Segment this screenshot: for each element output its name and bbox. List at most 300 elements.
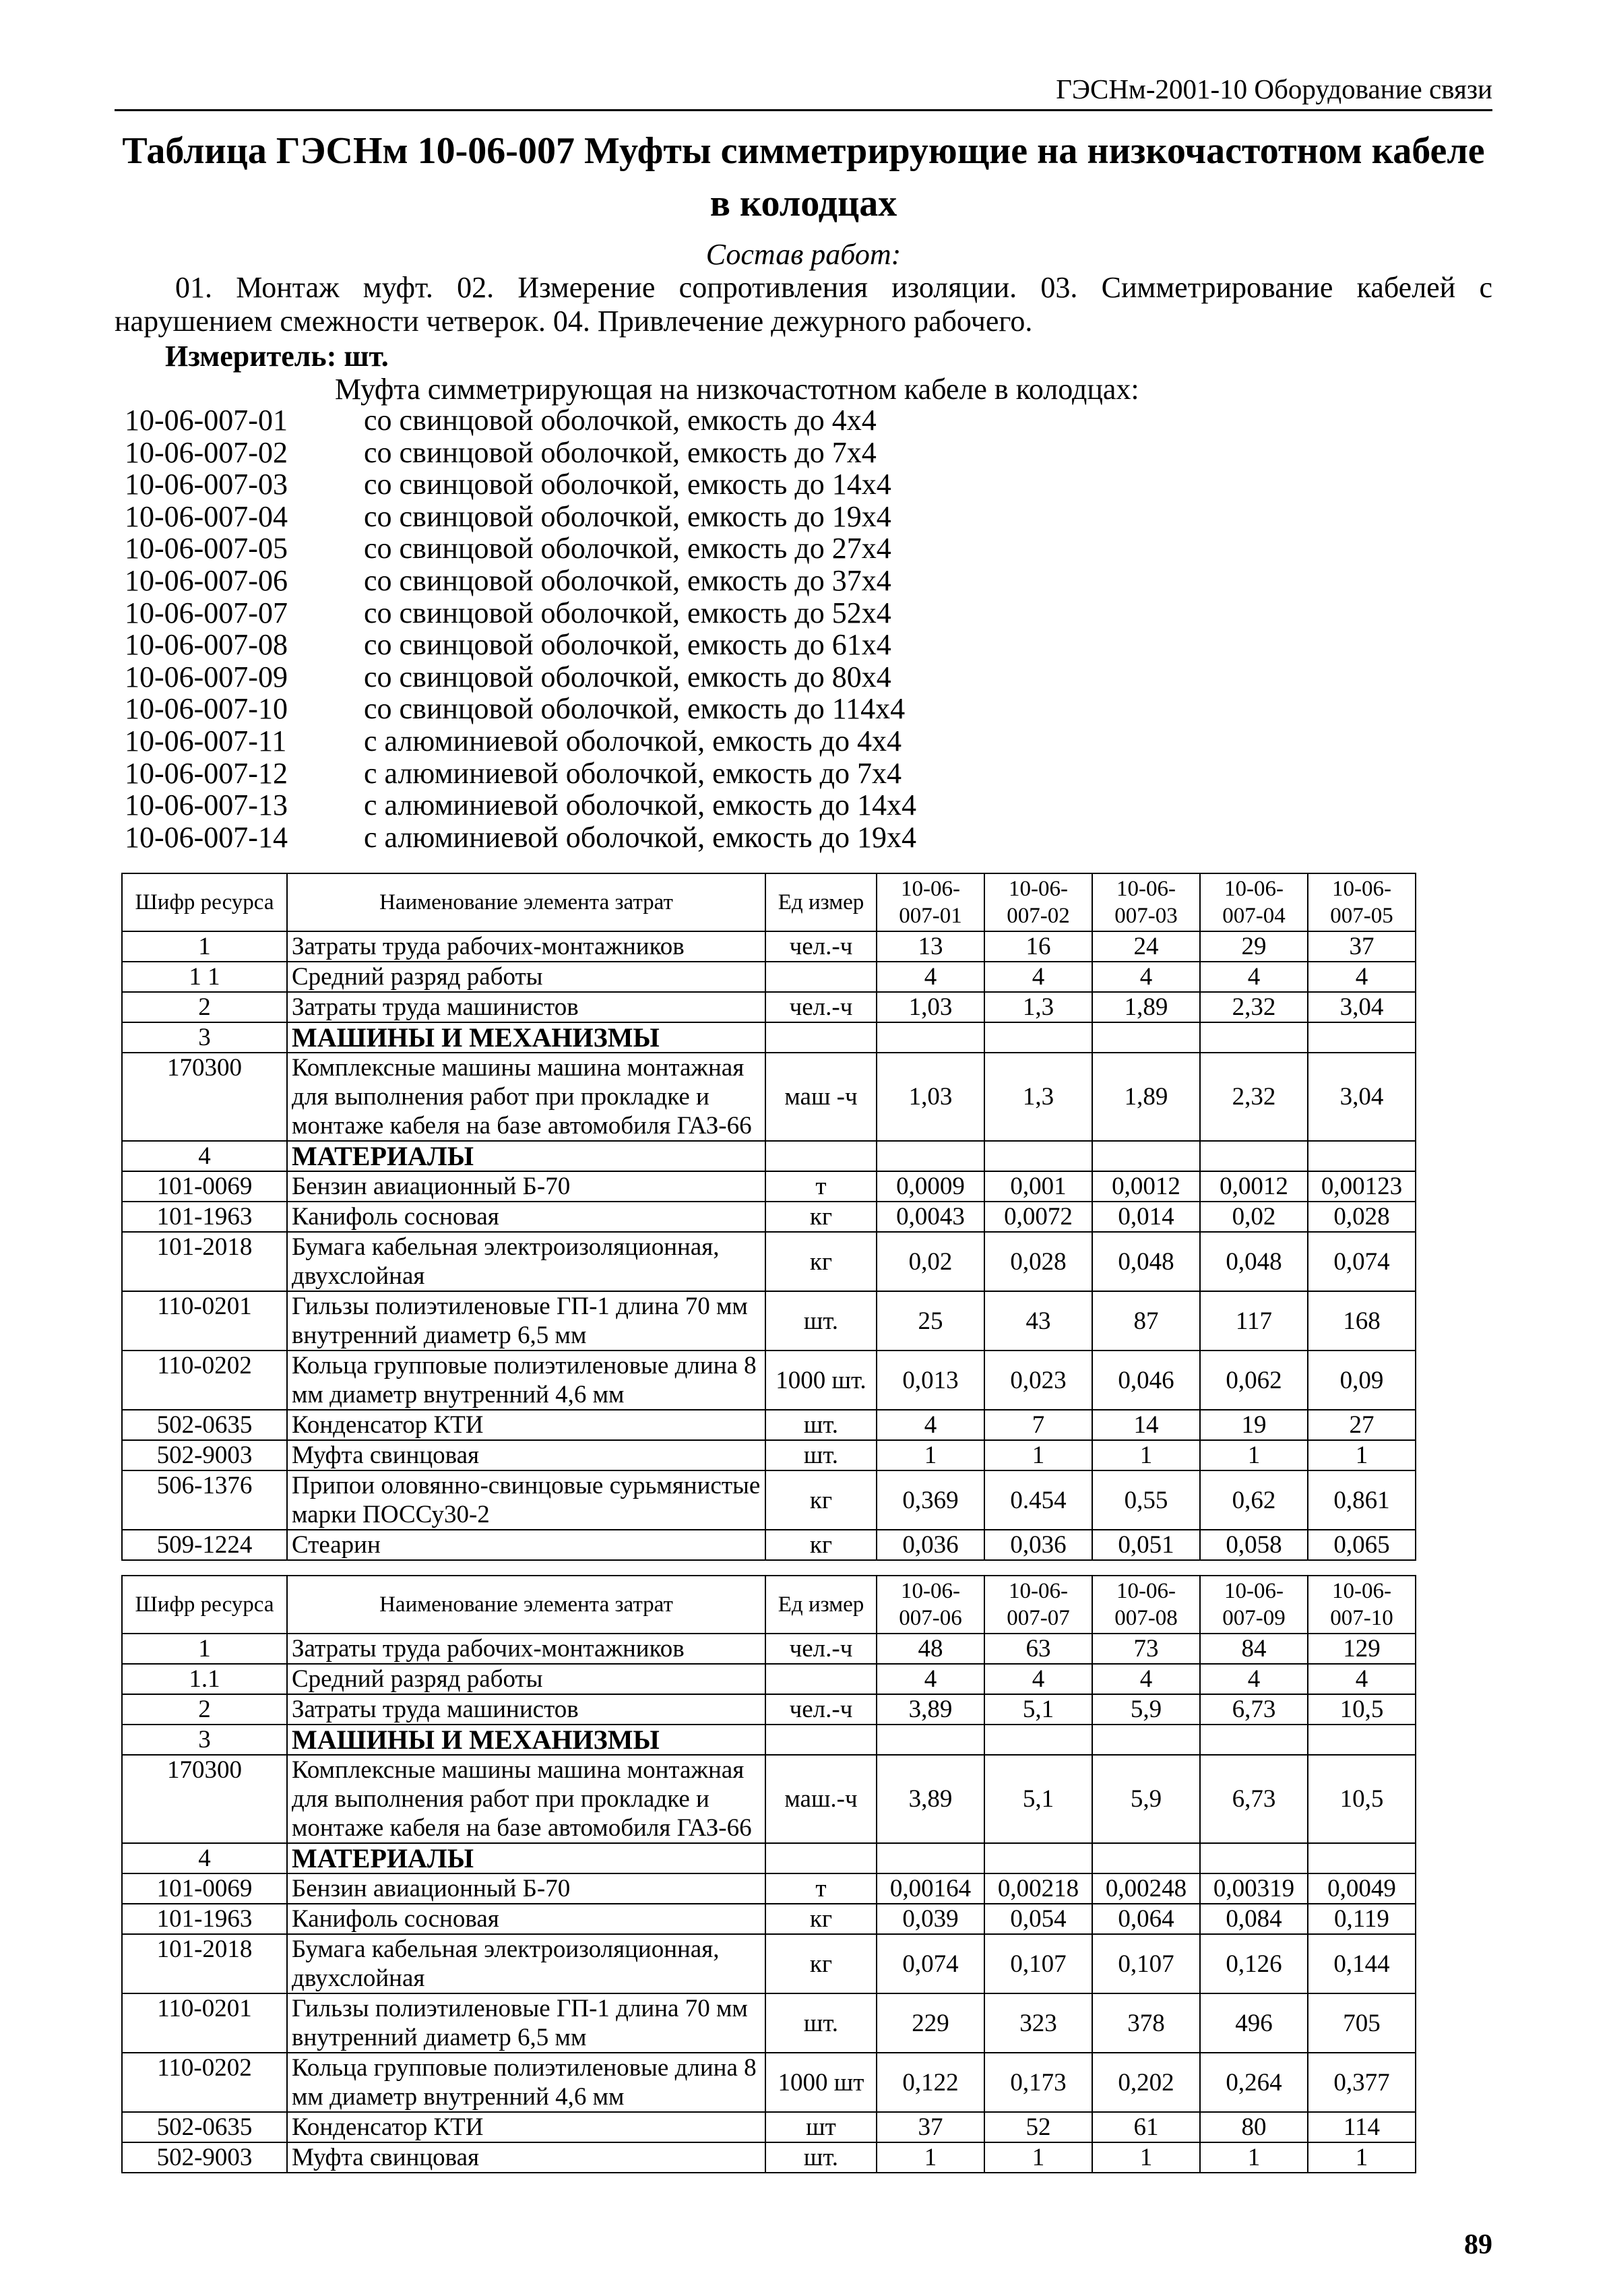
unit-cell: маш.-ч <box>765 1755 877 1843</box>
value-cell: 5,1 <box>984 1755 1092 1843</box>
value-cell: 4 <box>1308 962 1416 992</box>
norm-code-line1: 10-06- <box>1224 1579 1284 1603</box>
value-cell: 1,03 <box>877 992 984 1022</box>
cost-element-name: Конденсатор КТИ <box>287 2112 765 2142</box>
norm-code-line1: 10-06- <box>1332 877 1391 901</box>
resource-code: 110-0201 <box>122 1993 287 2053</box>
header-norm-code <box>877 873 984 931</box>
code-list-item <box>125 501 916 533</box>
norm-code-line1: 10-06- <box>1332 1579 1391 1603</box>
code-id: 10-06-007-09 <box>125 660 288 693</box>
unit-cell: кг <box>765 1530 877 1560</box>
unit-cell: шт. <box>765 1291 877 1351</box>
value-cell: 87 <box>1092 1291 1200 1351</box>
code-list-item <box>125 565 916 597</box>
norm-code-line1: 10-06- <box>1009 877 1068 901</box>
value-cell: 4 <box>877 1664 984 1694</box>
value-cell: 4 <box>1308 1664 1416 1694</box>
value-cell: 1,03 <box>877 1053 984 1141</box>
value-cell: 0,122 <box>877 2053 984 2112</box>
cost-element-name: Гильзы полиэтиленовые ГП-1 длина 70 мм внутренний диаметр 6,5 мм <box>287 1291 765 1351</box>
code-list-item <box>125 532 916 565</box>
value-cell: 1 <box>1200 1440 1308 1470</box>
value-cell: 6,73 <box>1200 1694 1308 1725</box>
cost-element-name: МАШИНЫ И МЕХАНИЗМЫ <box>287 1022 765 1053</box>
resource-code: 1.1 <box>122 1664 287 1694</box>
value-cell: 0,107 <box>1092 1934 1200 1993</box>
code-id: 10-06-007-14 <box>125 820 288 854</box>
resource-code: 1 <box>122 931 287 962</box>
value-cell: 0,036 <box>984 1530 1092 1560</box>
value-cell: 84 <box>1200 1634 1308 1664</box>
value-cell <box>877 1141 984 1171</box>
cost-element-name: Припои оловянно-свинцовые сурьмянистые марки ПОССу30-2 <box>287 1470 765 1530</box>
resource-code: 1 <box>122 1634 287 1664</box>
cost-element-name: Затраты труда машинистов <box>287 1694 765 1725</box>
cost-element-name: Средний разряд работы <box>287 962 765 992</box>
norm-code-line2: 007-04 <box>1222 904 1286 928</box>
value-cell: 61 <box>1092 2112 1200 2142</box>
unit-cell: шт. <box>765 1993 877 2053</box>
code-text: со свинцовой оболочкой, емкость до 61x4 <box>364 628 891 662</box>
unit-cell: чел.-ч <box>765 1694 877 1725</box>
value-cell: 1,89 <box>1092 1053 1200 1141</box>
unit-cell: кг <box>765 1904 877 1934</box>
page-title: Таблица ГЭСНм 10-06-007 Муфты симметрирующие на низкочастотном кабеле в колодцах <box>122 130 1485 224</box>
value-cell: 2,32 <box>1200 992 1308 1022</box>
table-row <box>122 1470 1416 1530</box>
unit-cell: чел.-ч <box>765 931 877 962</box>
value-cell <box>877 1022 984 1053</box>
resource-code: 110-0202 <box>122 1351 287 1410</box>
value-cell <box>1092 1022 1200 1053</box>
value-cell: 0,09 <box>1308 1351 1416 1410</box>
value-cell: 0,126 <box>1200 1934 1308 1993</box>
table-row <box>122 962 1416 992</box>
value-cell: 3,04 <box>1308 992 1416 1022</box>
table-row <box>122 1232 1416 1291</box>
norm-code-line2: 007-03 <box>1114 904 1178 928</box>
cost-element-name: МАШИНЫ И МЕХАНИЗМЫ <box>287 1725 765 1755</box>
table-row <box>122 1053 1416 1141</box>
table-row <box>122 1904 1416 1934</box>
value-cell: 0,001 <box>984 1171 1092 1202</box>
norm-code-line1: 10-06- <box>901 1579 960 1603</box>
table-row <box>122 2142 1416 2173</box>
page-number: 89 <box>1464 2229 1492 2260</box>
header-unit: Ед измер <box>765 873 877 931</box>
value-cell: 0,264 <box>1200 2053 1308 2112</box>
value-cell: 1 <box>1308 1440 1416 1470</box>
value-cell: 0,064 <box>1092 1904 1200 1934</box>
value-cell: 0,074 <box>1308 1232 1416 1291</box>
code-id: 10-06-007-03 <box>125 468 288 501</box>
code-id: 10-06-007-04 <box>125 499 288 533</box>
code-list-item <box>125 693 916 725</box>
table-row <box>122 931 1416 962</box>
resource-code: 101-1963 <box>122 1904 287 1934</box>
value-cell: 129 <box>1308 1634 1416 1664</box>
code-list-item <box>125 789 916 821</box>
code-list-item <box>125 404 916 437</box>
value-cell: 0,00248 <box>1092 1873 1200 1904</box>
resource-code: 502-0635 <box>122 2112 287 2142</box>
unit-cell: т <box>765 1873 877 1904</box>
unit-cell <box>765 962 877 992</box>
value-cell: 1 <box>1308 2142 1416 2173</box>
cost-element-name: Гильзы полиэтиленовые ГП-1 длина 70 мм внутренний диаметр 6,5 мм <box>287 1993 765 2053</box>
cost-element-name: Канифоль сосновая <box>287 1202 765 1232</box>
unit-cell <box>765 1843 877 1873</box>
value-cell: 0,119 <box>1308 1904 1416 1934</box>
value-cell: 1 <box>1092 1440 1200 1470</box>
value-cell: 3,89 <box>877 1694 984 1725</box>
value-cell <box>1092 1843 1200 1873</box>
code-id: 10-06-007-08 <box>125 628 288 662</box>
resource-code: 170300 <box>122 1053 287 1141</box>
unit-cell: шт. <box>765 1440 877 1470</box>
value-cell: 0,065 <box>1308 1530 1416 1560</box>
code-id: 10-06-007-12 <box>125 756 288 790</box>
value-cell: 0,377 <box>1308 2053 1416 2112</box>
value-cell: 496 <box>1200 1993 1308 2053</box>
code-text: со свинцовой оболочкой, емкость до 14x4 <box>364 468 891 501</box>
unit-cell <box>765 1022 877 1053</box>
resource-code: 506-1376 <box>122 1470 287 1530</box>
table-row <box>122 1530 1416 1560</box>
value-cell: 0,0012 <box>1092 1171 1200 1202</box>
value-cell: 19 <box>1200 1410 1308 1440</box>
table-row <box>122 1202 1416 1232</box>
value-cell: 4 <box>984 962 1092 992</box>
resource-code: 110-0202 <box>122 2053 287 2112</box>
value-cell: 0,00123 <box>1308 1171 1416 1202</box>
resource-table-2 <box>121 1575 1416 2173</box>
value-cell: 0,02 <box>877 1232 984 1291</box>
value-cell: 0,00218 <box>984 1873 1092 1904</box>
value-cell: 5,1 <box>984 1694 1092 1725</box>
value-cell: 0,107 <box>984 1934 1092 1993</box>
unit-cell <box>765 1664 877 1694</box>
norm-code-line1: 10-06- <box>1116 877 1176 901</box>
value-cell: 4 <box>984 1664 1092 1694</box>
code-text: со свинцовой оболочкой, емкость до 19x4 <box>364 499 891 533</box>
norm-code-line2: 007-05 <box>1330 904 1393 928</box>
header-resource-code: Шифр ресурса <box>122 1576 287 1634</box>
table-row <box>122 1171 1416 1202</box>
resource-code: 101-2018 <box>122 1934 287 1993</box>
value-cell <box>1092 1141 1200 1171</box>
unit-cell: 1000 шт <box>765 2053 877 2112</box>
resource-code: 101-0069 <box>122 1873 287 1904</box>
table-row <box>122 1440 1416 1470</box>
unit-cell: шт <box>765 2112 877 2142</box>
value-cell <box>984 1725 1092 1755</box>
value-cell <box>984 1141 1092 1171</box>
code-text: с алюминиевой оболочкой, емкость до 4x4 <box>364 724 902 757</box>
value-cell: 323 <box>984 1993 1092 2053</box>
value-cell: 25 <box>877 1291 984 1351</box>
resource-code: 101-0069 <box>122 1171 287 1202</box>
value-cell: 5,9 <box>1092 1694 1200 1725</box>
value-cell: 4 <box>877 962 984 992</box>
code-id: 10-06-007-01 <box>125 404 288 437</box>
value-cell <box>1308 1141 1416 1171</box>
value-cell: 4 <box>1092 962 1200 992</box>
code-text: со свинцовой оболочкой, емкость до 80x4 <box>364 660 891 693</box>
value-cell <box>1308 1725 1416 1755</box>
section-row <box>122 1141 1416 1171</box>
resource-table-1 <box>121 873 1416 1561</box>
resource-code: 1 1 <box>122 962 287 992</box>
resource-code: 3 <box>122 1725 287 1755</box>
value-cell: 5,9 <box>1092 1755 1200 1843</box>
cost-element-name: Комплексные машины машина монтажная для выполнения работ при прокладке и монтаже кабеля на базе автомобиля ГАЗ-66 <box>287 1053 765 1141</box>
value-cell: 0,0072 <box>984 1202 1092 1232</box>
value-cell: 27 <box>1308 1410 1416 1440</box>
code-text: с алюминиевой оболочкой, емкость до 19x4 <box>364 820 916 854</box>
value-cell: 0,62 <box>1200 1470 1308 1530</box>
value-cell: 0,023 <box>984 1351 1092 1410</box>
code-text: со свинцовой оболочкой, емкость до 114x4 <box>364 692 906 726</box>
value-cell: 0,028 <box>984 1232 1092 1291</box>
section-row <box>122 1725 1416 1755</box>
measure-unit: Измеритель: шт. <box>165 340 389 373</box>
value-cell: 13 <box>877 931 984 962</box>
code-text: с алюминиевой оболочкой, емкость до 14x4 <box>364 788 916 822</box>
norm-code-line2: 007-09 <box>1222 1606 1286 1630</box>
unit-cell: чел.-ч <box>765 992 877 1022</box>
value-cell: 1 <box>984 2142 1092 2173</box>
resource-code: 3 <box>122 1022 287 1053</box>
cost-element-name: Муфта свинцовая <box>287 2142 765 2173</box>
unit-cell <box>765 1725 877 1755</box>
cost-element-name: Затраты труда рабочих-монтажников <box>287 1634 765 1664</box>
code-id: 10-06-007-13 <box>125 788 288 822</box>
value-cell: 29 <box>1200 931 1308 962</box>
value-cell <box>1092 1725 1200 1755</box>
code-text: с алюминиевой оболочкой, емкость до 7x4 <box>364 756 902 790</box>
value-cell <box>1308 1022 1416 1053</box>
value-cell: 0,0009 <box>877 1171 984 1202</box>
code-id: 10-06-007-10 <box>125 692 288 726</box>
value-cell: 0,046 <box>1092 1351 1200 1410</box>
table-row <box>122 992 1416 1022</box>
header-text: ГЭСНм-2001-10 Оборудование связи <box>1056 73 1492 104</box>
code-id: 10-06-007-05 <box>125 532 288 565</box>
value-cell: 0,084 <box>1200 1904 1308 1934</box>
unit-cell: кг <box>765 1934 877 1993</box>
norm-code-line2: 007-02 <box>1007 904 1070 928</box>
section-row <box>122 1843 1416 1873</box>
work-description: 01. Монтаж муфт. 02. Измерение сопротивления изоляции. 03. Симметрирование кабелей с нарушением смежности четверок. 04. Привлечение дежурного рабочего. <box>115 271 1492 338</box>
value-cell: 0,054 <box>984 1904 1092 1934</box>
unit-cell: маш -ч <box>765 1053 877 1141</box>
value-cell: 37 <box>1308 931 1416 962</box>
cost-element-name: Бензин авиационный Б-70 <box>287 1873 765 1904</box>
code-list-item <box>125 629 916 661</box>
value-cell: 43 <box>984 1291 1092 1351</box>
value-cell: 0,00164 <box>877 1873 984 1904</box>
cost-element-name: Муфта свинцовая <box>287 1440 765 1470</box>
header-cost-element: Наименование элемента затрат <box>287 873 765 931</box>
header-norm-code <box>984 1576 1092 1634</box>
code-list-item <box>125 757 916 790</box>
code-list <box>125 404 916 853</box>
header-norm-code <box>1092 1576 1200 1634</box>
value-cell: 0.454 <box>984 1470 1092 1530</box>
cost-element-name: Затраты труда машинистов <box>287 992 765 1022</box>
value-cell: 0,051 <box>1092 1530 1200 1560</box>
resource-code: 2 <box>122 992 287 1022</box>
value-cell <box>984 1843 1092 1873</box>
value-cell: 0,00319 <box>1200 1873 1308 1904</box>
cost-element-name: Бумага кабельная электроизоляционная, двухслойная <box>287 1232 765 1291</box>
value-cell: 0,861 <box>1308 1470 1416 1530</box>
table-row <box>122 2053 1416 2112</box>
header-norm-code <box>1308 1576 1416 1634</box>
norm-code-line2: 007-06 <box>899 1606 962 1630</box>
value-cell: 0,0049 <box>1308 1873 1416 1904</box>
value-cell: 63 <box>984 1634 1092 1664</box>
header-norm-code <box>877 1576 984 1634</box>
value-cell: 73 <box>1092 1634 1200 1664</box>
code-list-item <box>125 437 916 469</box>
unit-cell: 1000 шт. <box>765 1351 877 1410</box>
table-row <box>122 1934 1416 1993</box>
resource-code: 110-0201 <box>122 1291 287 1351</box>
value-cell <box>1200 1141 1308 1171</box>
value-cell: 0,039 <box>877 1904 984 1934</box>
value-cell <box>877 1725 984 1755</box>
resource-code: 502-0635 <box>122 1410 287 1440</box>
table-row <box>122 1664 1416 1694</box>
unit-cell <box>765 1141 877 1171</box>
value-cell: 0,0043 <box>877 1202 984 1232</box>
cost-element-name: Канифоль сосновая <box>287 1904 765 1934</box>
header-norm-code <box>1200 1576 1308 1634</box>
unit-cell: чел.-ч <box>765 1634 877 1664</box>
norm-code-line2: 007-08 <box>1114 1606 1178 1630</box>
value-cell: 0,013 <box>877 1351 984 1410</box>
value-cell: 3,04 <box>1308 1053 1416 1141</box>
code-id: 10-06-007-02 <box>125 435 288 469</box>
value-cell: 378 <box>1092 1993 1200 2053</box>
header-resource-code: Шифр ресурса <box>122 873 287 931</box>
table-row <box>122 1634 1416 1664</box>
value-cell: 4 <box>1092 1664 1200 1694</box>
code-list-item <box>125 597 916 629</box>
cost-element-name: Затраты труда рабочих-монтажников <box>287 931 765 962</box>
value-cell: 0,074 <box>877 1934 984 1993</box>
unit-cell: т <box>765 1171 877 1202</box>
value-cell: 114 <box>1308 2112 1416 2142</box>
code-text: со свинцовой оболочкой, емкость до 37x4 <box>364 563 891 597</box>
table-row <box>122 1694 1416 1725</box>
value-cell: 10,5 <box>1308 1755 1416 1843</box>
value-cell: 0,014 <box>1092 1202 1200 1232</box>
value-cell: 1 <box>1200 2142 1308 2173</box>
code-list-item <box>125 661 916 693</box>
value-cell <box>1200 1725 1308 1755</box>
value-cell: 10,5 <box>1308 1694 1416 1725</box>
value-cell: 705 <box>1308 1993 1416 2053</box>
value-cell: 229 <box>877 1993 984 2053</box>
resource-code: 502-9003 <box>122 1440 287 1470</box>
cost-element-name: Бумага кабельная электроизоляционная, двухслойная <box>287 1934 765 1993</box>
value-cell: 37 <box>877 2112 984 2142</box>
cost-element-name: Кольца групповые полиэтиленовые длина 8 мм диаметр внутренний 4,6 мм <box>287 1351 765 1410</box>
cost-element-name: МАТЕРИАЛЫ <box>287 1141 765 1171</box>
value-cell: 1 <box>877 2142 984 2173</box>
cost-element-name: Средний разряд работы <box>287 1664 765 1694</box>
unit-cell: кг <box>765 1202 877 1232</box>
cost-element-name: Стеарин <box>287 1530 765 1560</box>
value-cell: 4 <box>1200 1664 1308 1694</box>
value-cell: 16 <box>984 931 1092 962</box>
norm-code-line1: 10-06- <box>1224 877 1284 901</box>
table-row <box>122 1410 1416 1440</box>
value-cell: 48 <box>877 1634 984 1664</box>
header-cost-element: Наименование элемента затрат <box>287 1576 765 1634</box>
header-norm-code <box>1308 873 1416 931</box>
code-text: со свинцовой оболочкой, емкость до 27x4 <box>364 532 891 565</box>
unit-cell: кг <box>765 1470 877 1530</box>
table-row <box>122 1351 1416 1410</box>
cost-element-name: Бензин авиационный Б-70 <box>287 1171 765 1202</box>
code-text: со свинцовой оболочкой, емкость до 4x4 <box>364 404 877 437</box>
value-cell: 52 <box>984 2112 1092 2142</box>
value-cell <box>984 1022 1092 1053</box>
norm-code-line1: 10-06- <box>1116 1579 1176 1603</box>
value-cell <box>877 1843 984 1873</box>
value-cell: 4 <box>1200 962 1308 992</box>
resource-code: 502-9003 <box>122 2142 287 2173</box>
unit-cell: шт. <box>765 2142 877 2173</box>
cost-element-name: Кольца групповые полиэтиленовые длина 8 мм диаметр внутренний 4,6 мм <box>287 2053 765 2112</box>
code-id: 10-06-007-06 <box>125 563 288 597</box>
table-row <box>122 1993 1416 2053</box>
cost-element-name: МАТЕРИАЛЫ <box>287 1843 765 1873</box>
header-norm-code <box>1200 873 1308 931</box>
value-cell <box>1200 1022 1308 1053</box>
value-cell: 2,32 <box>1200 1053 1308 1141</box>
cost-element-name: Комплексные машины машина монтажная для выполнения работ при прокладке и монтаже кабеля на базе автомобиля ГАЗ-66 <box>287 1755 765 1843</box>
header-norm-code <box>984 873 1092 931</box>
value-cell: 0,0012 <box>1200 1171 1308 1202</box>
resource-code: 4 <box>122 1141 287 1171</box>
code-list-item <box>125 821 916 854</box>
value-cell: 0,173 <box>984 2053 1092 2112</box>
table-row <box>122 1873 1416 1904</box>
codes-intro: Муфта симметрирующая на низкочастотном кабеле в колодцах: <box>335 373 1139 406</box>
norm-code-line2: 007-01 <box>899 904 962 928</box>
value-cell: 0,058 <box>1200 1530 1308 1560</box>
value-cell: 3,89 <box>877 1755 984 1843</box>
header-norm-code <box>1092 873 1200 931</box>
value-cell: 14 <box>1092 1410 1200 1440</box>
code-text: со свинцовой оболочкой, емкость до 52x4 <box>364 596 891 629</box>
value-cell: 0,144 <box>1308 1934 1416 1993</box>
value-cell: 0,048 <box>1092 1232 1200 1291</box>
value-cell: 0,369 <box>877 1470 984 1530</box>
norm-code-line2: 007-07 <box>1007 1606 1070 1630</box>
value-cell: 7 <box>984 1410 1092 1440</box>
code-list-item <box>125 468 916 501</box>
running-header <box>115 67 1492 111</box>
value-cell: 6,73 <box>1200 1755 1308 1843</box>
section-row <box>122 1022 1416 1053</box>
